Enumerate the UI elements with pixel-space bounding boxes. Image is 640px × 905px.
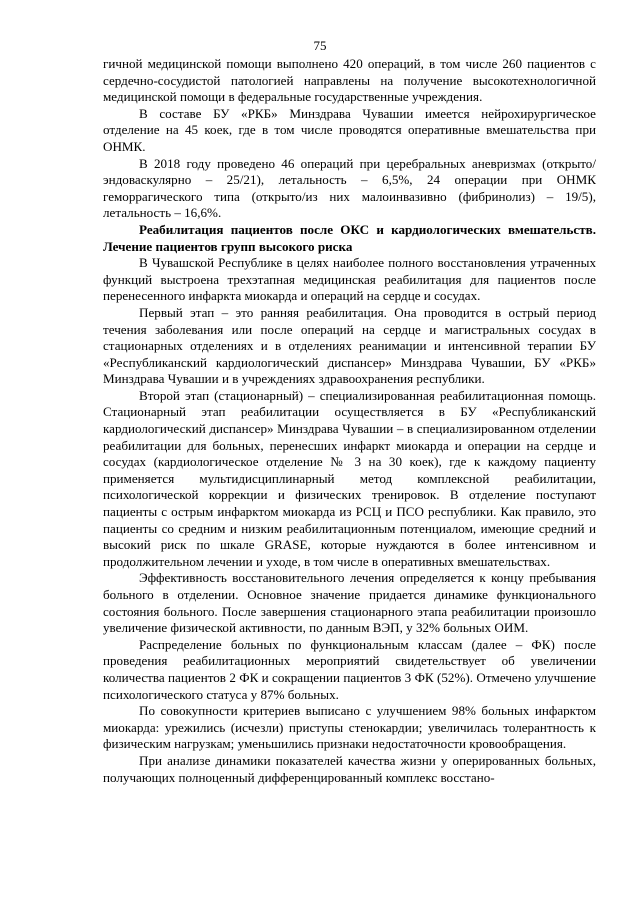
- paragraph-first-stage: Первый этап – это ранняя реабилитация. Она проводится в острый период течения заболевания или после операций на сердце и магистральных сосудах в стационарных отделениях и в отделениях реанимации и интенсивной терапии БУ «Республиканский кардиологический диспансер» Минздрава Чувашии, БУ «РКБ» Минздрава Чувашии и в учреждениях здравоохранения республики.: [103, 304, 596, 387]
- paragraph-2018-operations: В 2018 году проведено 46 операций при церебральных аневризмах (открыто/эндоваскулярно – 25/21), летальность – 6,5%, 24 операции при ОНМК геморрагического типа (открыто/из них малоинвазивно (фибринолиз) – 19/5), летальность – 16,6%.: [103, 155, 596, 221]
- page-number: 75: [313, 38, 327, 53]
- paragraph-quality-of-life: При анализе динамики показателей качества жизни у оперированных больных, получающих полноценный дифференцированный комплекс восстано-: [103, 752, 596, 785]
- section-heading: Реабилитация пациентов после ОКС и кардиологических вмешательств. Лечение пациентов групп высокого риска: [103, 221, 596, 254]
- paragraph-criteria: По совокупности критериев выписано с улучшением 98% больных инфарктом миокарда: урежились (исчезли) приступы стенокардии; увеличилась толерантность к физическим нагрузкам; уменьшились признаки недостаточности кровообращения.: [103, 703, 596, 752]
- paragraph-functional-classes: Распределение больных по функциональным классам (далее – ФК) после проведения реабилитационных мероприятий свидетельствует об увеличении количества пациентов 2 ФК и сокращении пациентов 3 ФК (52%). Отмечено улучшение психологического статуса у 87% больных.: [103, 636, 596, 702]
- paragraph-rehabilitation-intro: В Чувашской Республике в целях наиболее полного восстановления утраченных функций выстроена трехэтапная медицинская реабилитация для пациентов после перенесенного инфаркта миокарда и операций на сердце и сосудах.: [103, 255, 596, 304]
- page-body: [103, 56, 596, 786]
- paragraph-neurosurgery-department: В составе БУ «РКБ» Минздрава Чувашии имеется нейрохирургическое отделение на 45 коек, где в том числе проводятся оперативные вмешательства при ОНМК.: [103, 105, 596, 154]
- paragraph-effectiveness: Эффективность восстановительного лечения определяется к концу пребывания больного в отделении. Основное значение придается динамике функционального состояния больного. После завершения стационарного этапа реабилитации произошло увеличение физической активности, по данным ВЭП, у 32% больных ОИМ.: [103, 570, 596, 636]
- paragraph-continuation: гичной медицинской помощи выполнено 420 операций, в том числе 260 пациентов с сердечно-сосудистой патологией направлены на получение высокотехнологичной медицинской помощи в федеральные государственные учреждения.: [103, 56, 596, 105]
- paragraph-second-stage: Второй этап (стационарный) – специализированная реабилитационная помощь. Стационарный этап реабилитации осуществляется в БУ «Республиканский кардиологический диспансер» Минздрава Чувашии – в специализированном отделении реабилитации для больных, перенесших инфаркт миокарда и операции на сердце и сосудах (кардиологическое отделение № 3 на 30 коек), где к каждому пациенту применяется мультидисциплинарный метод комплексной реабилитации, психологической коррекции и физических тренировок. В отделение поступают пациенты с острым инфарктом миокарда из РСЦ и ПСО республики. Как правило, это пациенты со средним и низким реабилитационным потенциалом, имеющие средний и высокий риск по шкале GRASE, которые нуждаются в более интенсивном и продолжительном лечении и уходе, в том числе в оперативных вмешательствах.: [103, 387, 596, 569]
